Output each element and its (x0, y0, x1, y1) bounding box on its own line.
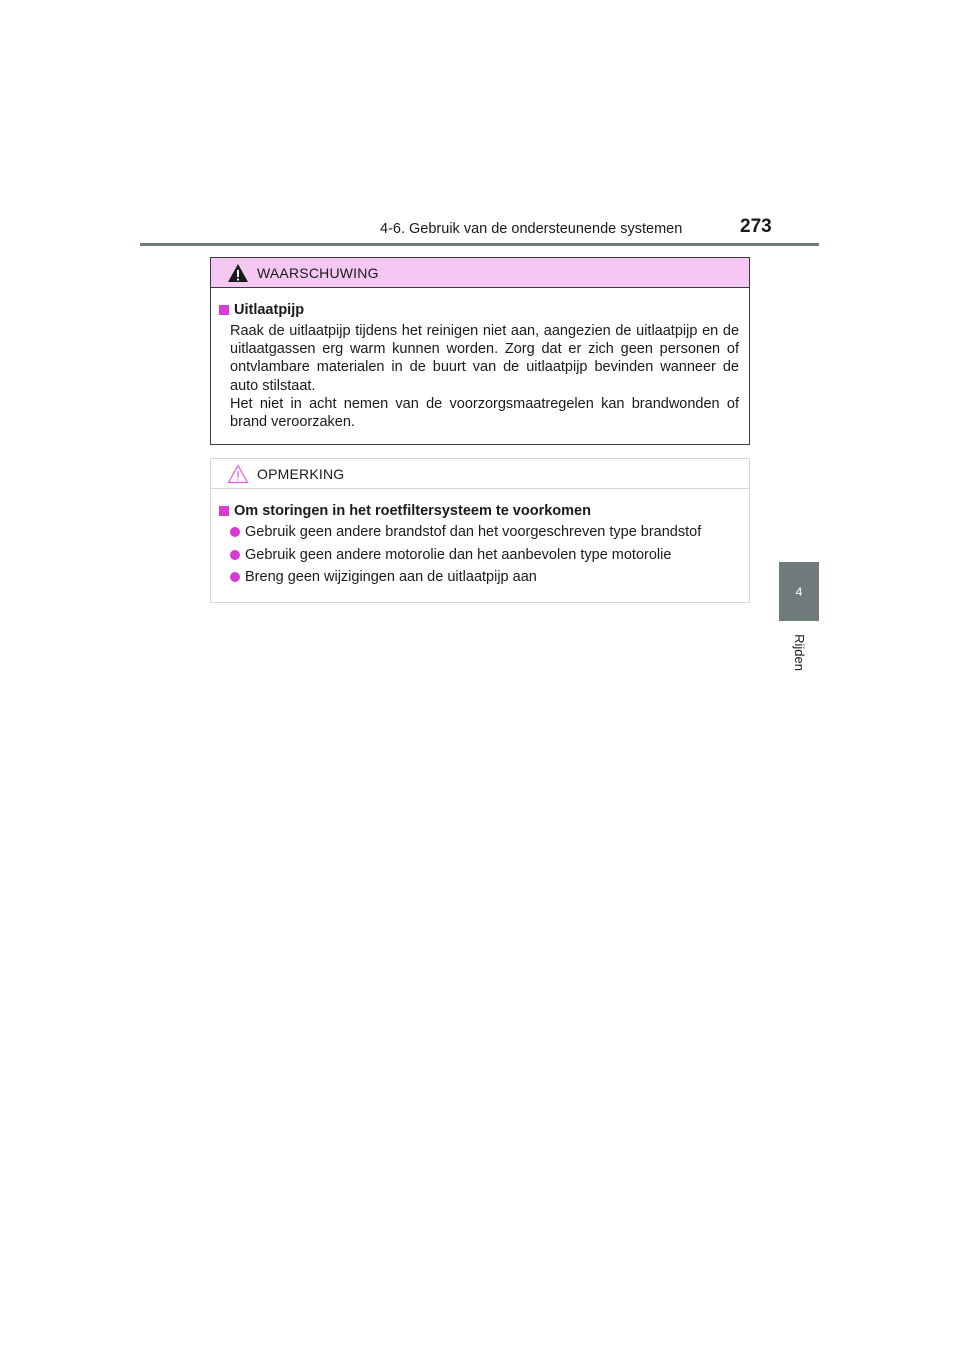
section-header-title: 4-6. Gebruik van de ondersteunende systemen (380, 221, 683, 237)
warning-label: WAARSCHUWING (257, 264, 379, 281)
page-number: 273 (740, 216, 772, 237)
round-bullet-icon (230, 527, 240, 537)
warning-line: brand veroorzaken. (230, 414, 355, 431)
warning-box (210, 257, 750, 445)
note-section-title (219, 503, 739, 519)
round-bullet-icon (230, 550, 240, 560)
warning-triangle-outline-icon (227, 464, 249, 484)
round-bullet-icon (230, 572, 240, 582)
chapter-label-wrap (781, 632, 817, 672)
square-bullet-icon (219, 305, 229, 315)
note-bullet-item (230, 568, 739, 586)
warning-section-title (219, 302, 739, 318)
note-bullet-text: Gebruik geen andere motorolie dan het aanbevolen type motorolie (245, 546, 672, 563)
note-bullet-item (230, 546, 739, 564)
note-section-title-text: Om storingen in het roetfiltersysteem te voorkomen (234, 503, 591, 519)
chapter-label: Rijden (791, 633, 807, 671)
note-header (211, 459, 749, 489)
note-label: OPMERKING (257, 465, 345, 482)
warning-paragraph (230, 322, 739, 431)
warning-line: de uitlaatgassen erg warm kunnen worden. Zorg dat er zich geen personen (230, 323, 740, 358)
note-body (211, 489, 749, 586)
warning-line: Het niet in acht nemen van de voorzorgsmaatregelen kan brandwonden of (230, 395, 739, 412)
warning-section-title-text: Uitlaatpijp (234, 302, 305, 318)
warning-line: de auto stilstaat. (230, 359, 739, 394)
warning-line: Raak de uitlaatpijp tijdens het reinigen niet aan, aangezien de uitlaatpijp en (230, 323, 719, 339)
warning-triangle-filled-icon (227, 263, 249, 283)
note-bullet-text: Gebruik geen andere brandstof dan het voorgeschreven type brandstof (245, 524, 702, 540)
header-rule (140, 243, 819, 246)
warning-line: of ontvlambare materialen in de buurt van de uitlaatpijp bevinden wanneer (230, 341, 739, 376)
warning-body (211, 288, 749, 431)
chapter-number: 4 (795, 584, 803, 599)
warning-header (211, 258, 749, 288)
note-box (210, 458, 750, 603)
square-bullet-icon (219, 506, 229, 516)
chapter-tab (779, 562, 819, 621)
note-bullet-text: Breng geen wijzigingen aan de uitlaatpijp aan (245, 569, 537, 585)
note-bullet-item (230, 523, 739, 541)
